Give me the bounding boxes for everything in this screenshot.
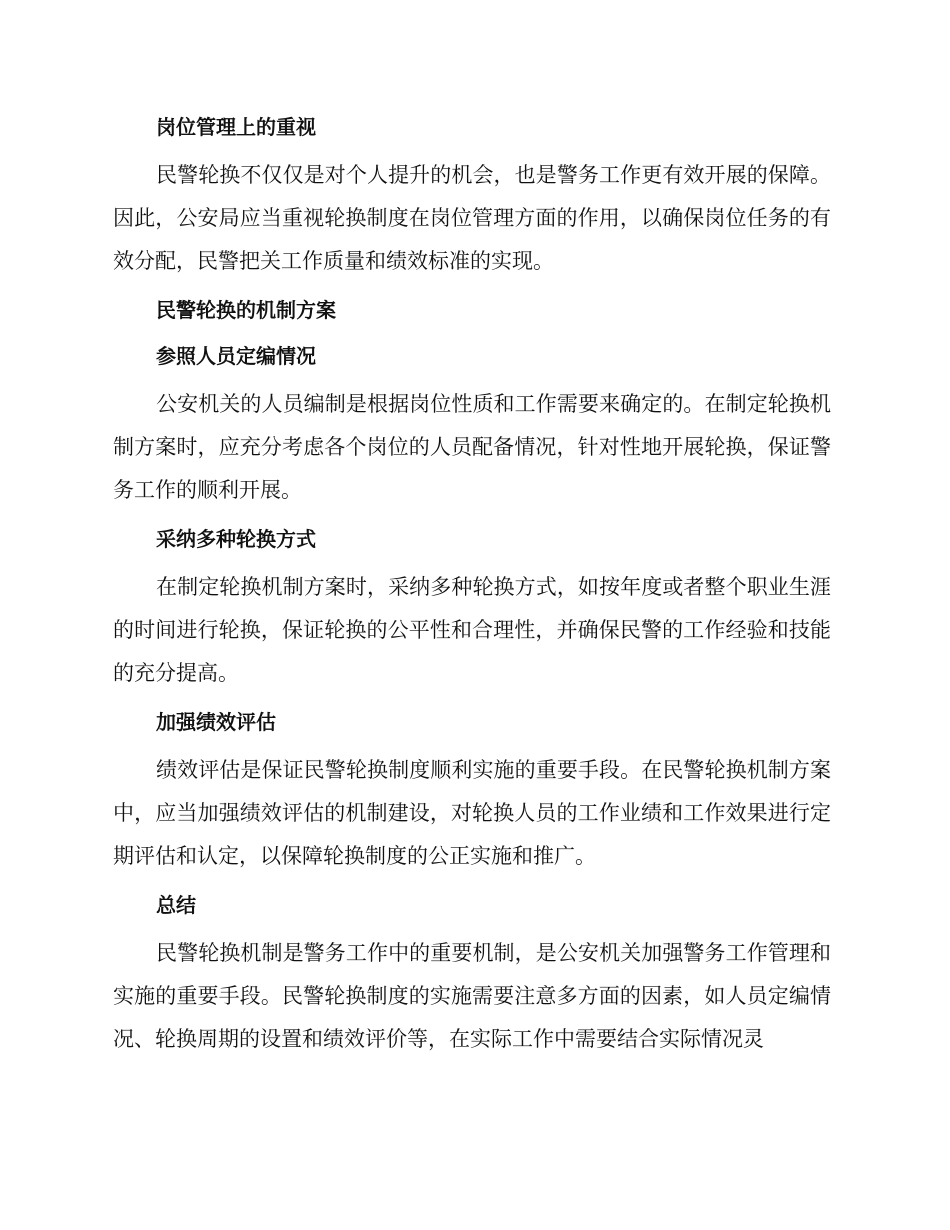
section-heading: 采纳多种轮换方式 bbox=[156, 527, 316, 551]
section-paragraph: 在制定轮换机制方案时，采纳多种轮换方式，如按年度或者整个职业生涯的时间进行轮换，保证轮换的公平性和合理性，并确保民警的工作经验和技能的充分提高。 bbox=[113, 575, 831, 685]
section-heading: 加强绩效评估 bbox=[156, 710, 276, 734]
section-paragraph: 公安机关的人员编制是根据岗位性质和工作需要来确定的。在制定轮换机制方案时，应充分考虑各个岗位的人员配备情况，针对性地开展轮换，保证警务工作的顺利开展。 bbox=[113, 392, 831, 502]
section-heading: 岗位管理上的重视 bbox=[156, 115, 316, 139]
section-heading: 民警轮换的机制方案 bbox=[156, 298, 336, 322]
document-body bbox=[113, 108, 831, 1069]
section-paragraph: 民警轮换机制是警务工作中的重要机制，是公安机关加强警务工作管理和实施的重要手段。民警轮换制度的实施需要注意多方面的因素，如人员定编情况、轮换周期的设置和绩效评价等，在实际工作中需要结合实际情况灵 bbox=[113, 941, 831, 1051]
section-paragraph: 民警轮换不仅仅是对个人提升的机会，也是警务工作更有效开展的保障。因此，公安局应当重视轮换制度在岗位管理方面的作用，以确保岗位任务的有效分配，民警把关工作质量和绩效标准的实现。 bbox=[113, 163, 831, 273]
section-heading: 参照人员定编情况 bbox=[156, 344, 316, 368]
section-paragraph: 绩效评估是保证民警轮换制度顺利实施的重要手段。在民警轮换机制方案中，应当加强绩效评估的机制建设，对轮换人员的工作业绩和工作效果进行定期评估和认定，以保障轮换制度的公正实施和推广。 bbox=[113, 758, 831, 868]
section-heading: 总结 bbox=[156, 893, 196, 917]
